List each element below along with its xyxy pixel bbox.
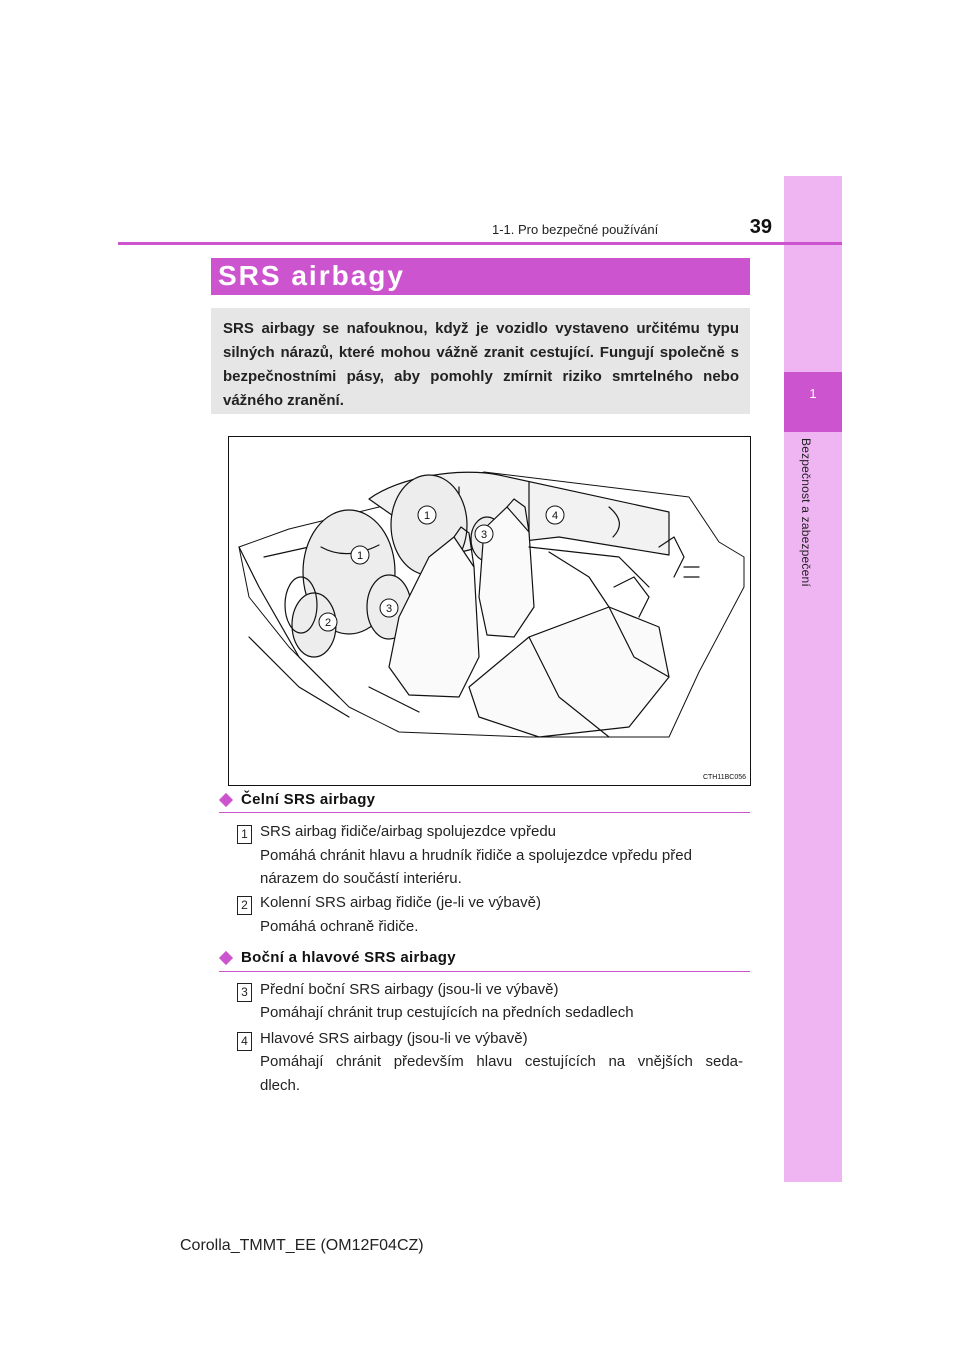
callout-1-lower-label: 1 (356, 550, 364, 562)
item-title: Hlavové SRS airbagy (jsou-li ve výbavě) (260, 1030, 528, 1047)
item-desc: Pomáhají chránit trup cestujících na předních sedadlech (260, 1004, 634, 1021)
callout-3-driver-label: 3 (385, 603, 393, 615)
chapter-label: Bezpečnost a zabezpečení (799, 438, 813, 587)
item-title: SRS airbag řidiče/airbag spolujezdce vpředu (260, 823, 557, 840)
item-desc: Pomáhá ochraně řidiče. (260, 918, 419, 935)
diamond-bullet-icon (219, 951, 233, 965)
page-number: 39 (749, 216, 772, 238)
section-title-side: Boční a hlavové SRS airbagy (241, 949, 456, 966)
item-desc: Pomáhají chránit především hlavu cestujících na vnějších seda- (260, 1053, 743, 1070)
chapter-number: 1 (809, 386, 817, 401)
item-title: Přední boční SRS airbagy (jsou-li ve výbavě) (260, 981, 559, 998)
page-title: SRS airbagy (218, 260, 405, 291)
section-header: 1-1. Pro bezpečné používání (492, 222, 659, 237)
item-number: 3 (237, 983, 252, 1002)
item-desc-cont: dlech. (260, 1077, 301, 1094)
chapter-side-tab (784, 176, 842, 1182)
callout-layer (229, 437, 750, 785)
section-rule (219, 812, 750, 813)
document-footer: Corolla_TMMT_EE (OM12F04CZ) (180, 1237, 424, 1254)
item-desc-cont: nárazem do součástí interiéru. (260, 870, 462, 887)
callout-2-label: 2 (324, 617, 332, 629)
figure-code: CTH11BC056 (702, 774, 746, 781)
diamond-bullet-icon (219, 793, 233, 807)
section-rule (219, 971, 750, 972)
callout-3-passenger-label: 3 (480, 529, 488, 541)
callout-4-label: 4 (551, 510, 559, 522)
item-number: 1 (237, 825, 252, 844)
airbag-illustration (228, 436, 751, 786)
chapter-marker (784, 372, 842, 432)
item-number: 4 (237, 1032, 252, 1051)
section-title-front: Čelní SRS airbagy (241, 791, 376, 808)
header-rule (118, 242, 842, 245)
callout-1-upper-label: 1 (423, 510, 431, 522)
item-title: Kolenní SRS airbag řidiče (je-li ve výbavě) (260, 894, 541, 911)
item-number: 2 (237, 896, 252, 915)
intro-text: SRS airbagy se nafouknou, když je vozidlo vystaveno určitému typu silných nárazů, které mohou vážně zranit cestující. Fungují společně s bezpečnostními pásy, aby pomohly zmírnit riziko smrtelného nebo vážného zranění. (223, 320, 739, 409)
intro-box (211, 308, 750, 414)
item-desc: Pomáhá chránit hlavu a hrudník řidiče a spolujezdce vpředu před (260, 847, 692, 864)
